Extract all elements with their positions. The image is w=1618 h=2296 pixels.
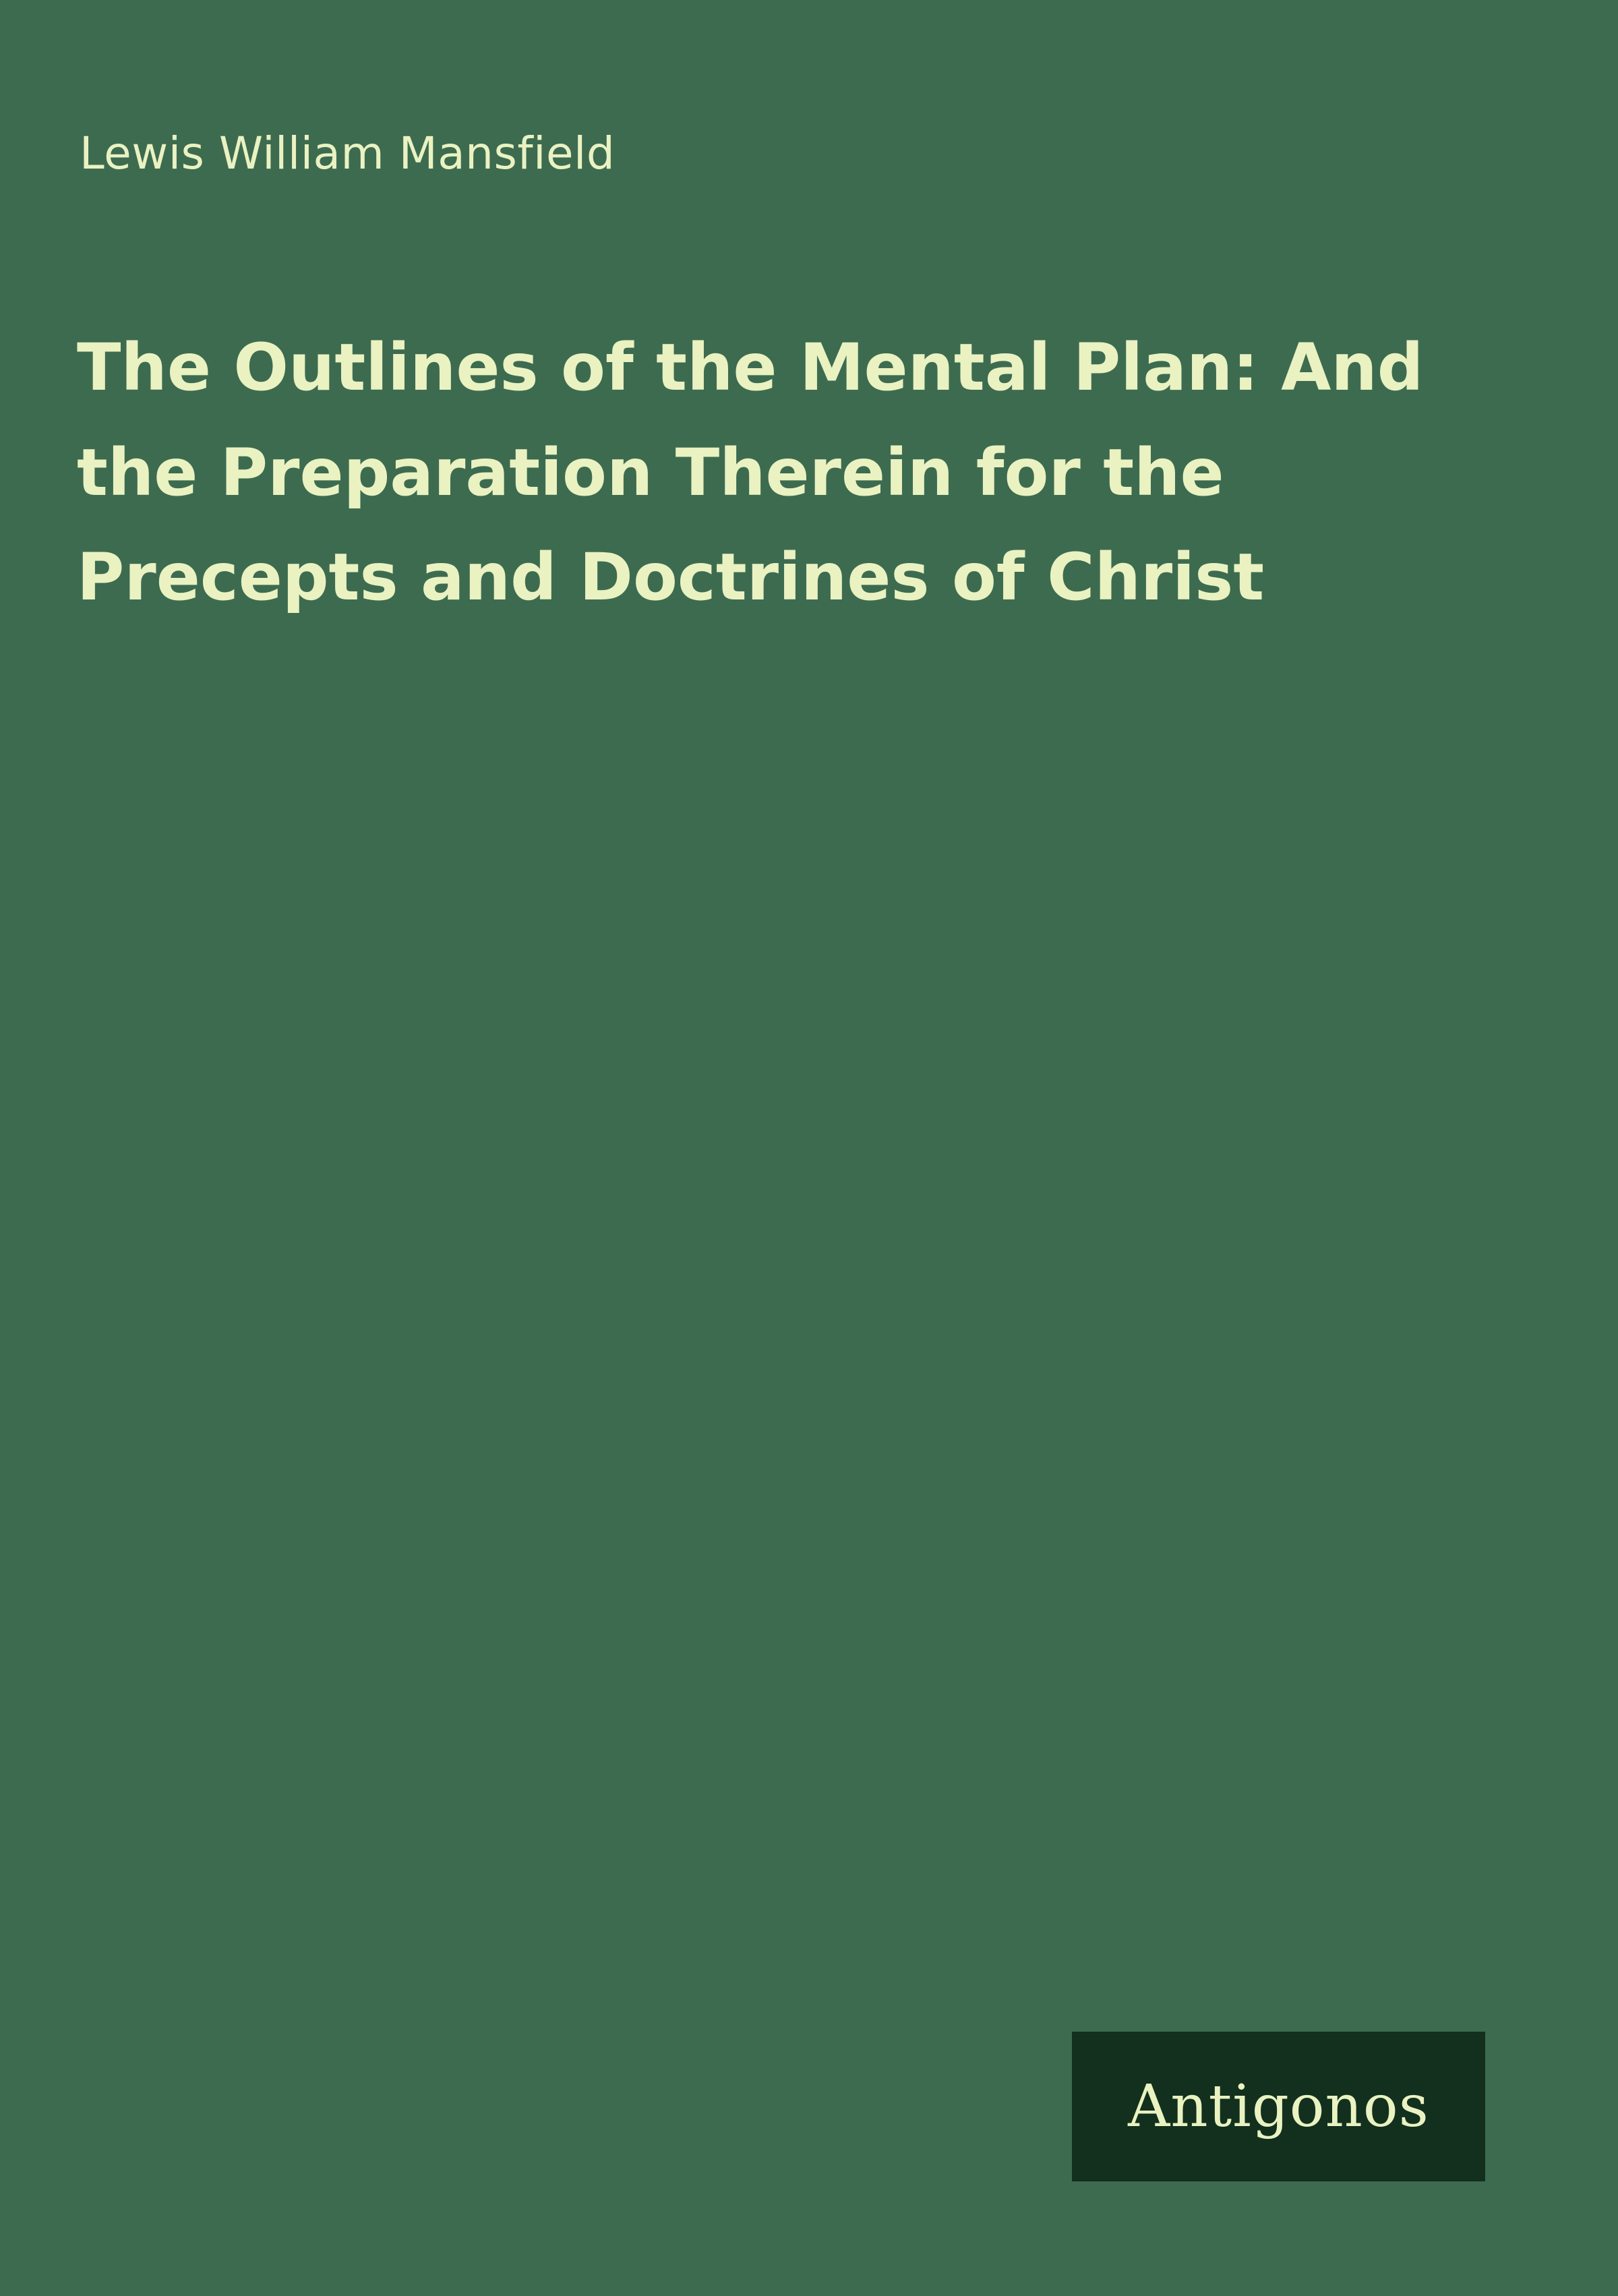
publisher-name: Antigonos	[1128, 2073, 1429, 2140]
author-name: Lewis William Mansfield	[80, 127, 616, 179]
publisher-badge	[1072, 2032, 1485, 2181]
book-title: The Outlines of the Mental Plan: And the Preparation Therein for the Precepts and Doctrines of Christ	[77, 330, 1424, 616]
